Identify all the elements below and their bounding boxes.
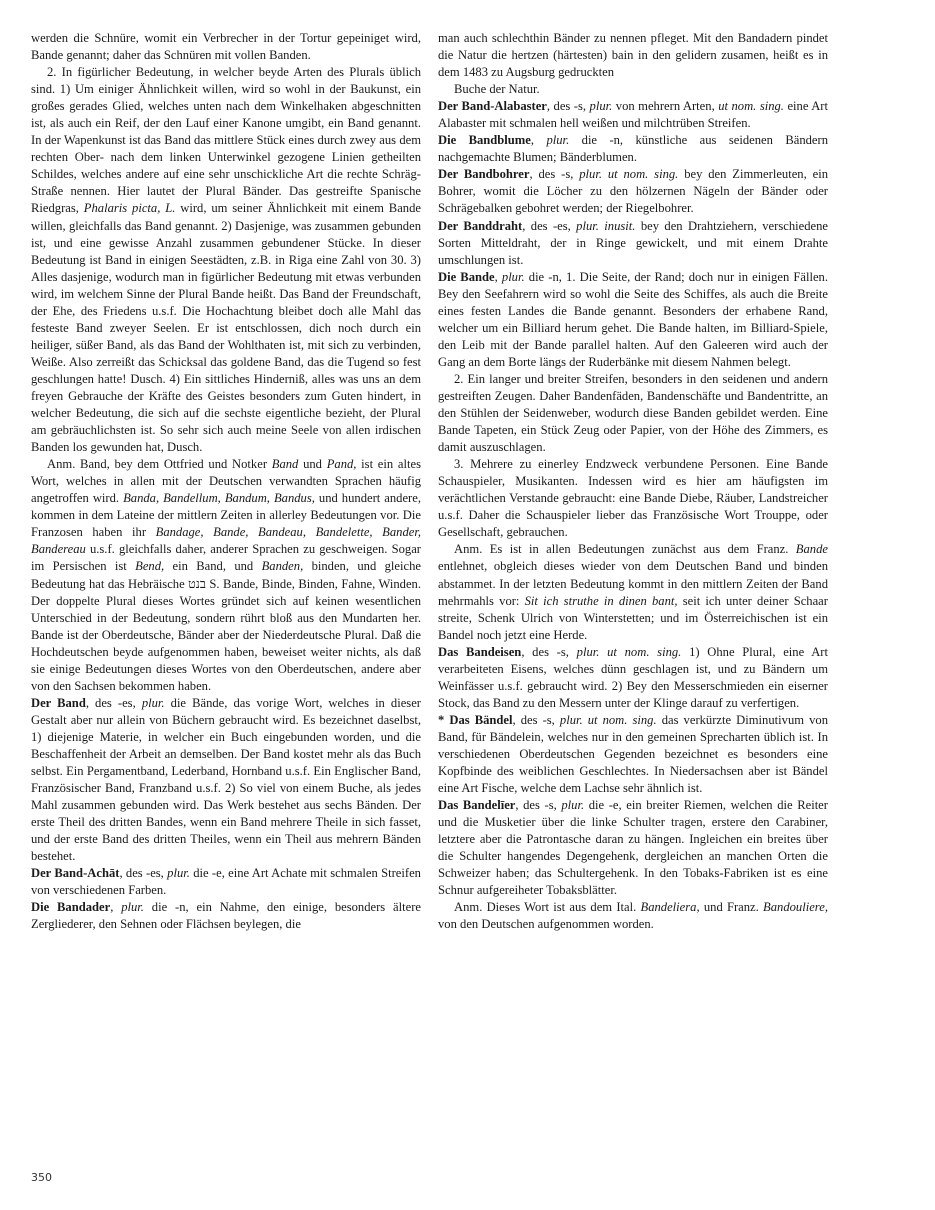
left-column bbox=[31, 30, 421, 933]
entry-continuation: man auch schlechthin Bänder zu nennen pfleget. Mit den Bandadern pindet die Natur die hertzen (härtesten) bain in den gelidern zusamen, heißt es in dem 1483 zu Augsburg gedruckten bbox=[438, 31, 828, 80]
citation-line: Buche der Natur. bbox=[454, 82, 540, 97]
headword: * Das Bändel bbox=[438, 712, 513, 727]
entry-bandader: Die Bandader, plur. die -n, ein Nahme, den einige, besonders ältere Zergliederer, den Sehnen oder Flächsen beylegen, die bbox=[31, 900, 421, 932]
entry-bande-sense-2: 2. Ein langer und breiter Streifen, besonders in den seidenen und andern gestreiften Zeugen. Daher Bandenfäden, Bandenschäfte und Bandentritte, an den Stühlen der Seidenweber, wodurch diese Banden gebildet werden. Eine Bande Tapeten, ein Stück Zeug oder Papier, von der Höhe des Zimmers, es damit auszuschlagen. bbox=[438, 371, 828, 455]
hebrew-word: בנט bbox=[188, 576, 206, 591]
headword: Das Bandelīer bbox=[438, 798, 516, 813]
entry-bande-sense-3: 3. Mehrere zu einerley Endzweck verbundene Personen. Eine Bande Schauspieler, Musikanten. Indessen wird es hier am häufigsten im verächtlichen Verstande gebraucht: eine Bande Diebe, Räuber, Landstreicher u.s.f. Daher die Schauspieler lieber das Französische Wort Trouppe, oder Gesellschaft, gebrauchen. bbox=[438, 457, 828, 540]
entry-bandblume: Die Bandblume, plur. die -n, künstliche aus seidenen Bändern nachgemachte Blumen; Bänderblumen. bbox=[438, 133, 829, 165]
entry-bande-note: Anm. Es ist in allen Bedeutungen zunächst aus dem Franz. Bande entlehnet, obgleich dieses wieder von dem Deutschen Band und binden abstammet. In der letzten Bedeutung kommt in den mittlern Zeiten der Band mehrmahls vor: Sit ich struthe in dinen bant, seit ich unter deiner Schaar streite, Schenk Ulrich von Winterstetten; und im Österreichischen ist ein Bandel noch jetzt eine Herde. bbox=[438, 542, 828, 642]
entry-bande: Die Bande, plur. die -n, 1. Die Seite, der Rand; doch nur in einigen Fällen. Bey den Seefahrern wird so wohl die Seite des Schiffes, als auch die Breite eines festen Landes die Bande genannt. Besonders der erhabene Rand, welcher um ein Billiard herum gehet. Die Bande halten, im Billiard-Spiele, den Leib mit der Bande parallel halten. Auf den Galeeren wird auch der Gang an dem Borte längs der Ruderbänke mit diesem Nahmen belegt. bbox=[438, 269, 828, 369]
headword: Der Band-Alabaster bbox=[438, 99, 547, 114]
entry-bandelier-note: Anm. Dieses Wort ist aus dem Ital. Bandeliera, und Franz. Bandouliere, von den Deutschen aufgenommen worden. bbox=[438, 900, 828, 932]
entry-note: Anm. Band, bey dem Ottfried und Notker Band und Pand, ist ein altes Wort, welches in allen mit der Deutschen verwandten Sprachen häufig angetroffen wird. Banda, Bandellum, Bandum, Bandus, und hundert andere, kommen in dem Lateine der mittlern Zeiten in allerley Bedeutungen vor. Die Franzosen haben ihr Bandage, Bande, Bandeau, Bandelette, Bander, Bandereau u.s.f. gleichfalls daher, anderer Sprachen zu geschweigen. Sogar im Persischen ist Bend, ein Band, und Banden, binden, und gleiche Bedeutung hat das Hebräische בנט S. Bande, Binde, Binden, Fahne, Winden. Der doppelte Plural dieses Wortes gründet sich auf keinen wesentlichen Unterschied in der Bedeutung, sondern rührt bloß aus den Mundarten her. Bande ist der Oberdeutsche, Bänder aber der Niederdeutsche Plural. Daß die Hochdeutschen beyde aufgenommen haben, beweiset weiter nichts, als daß sie einige Bedeutungen dieses Wortes von den Oberdeutschen, andere aber von den Sachsen bekommen haben. bbox=[31, 457, 421, 693]
entry-bandeisen: Das Bandeisen, des -s, plur. ut nom. sing. 1) Ohne Plural, eine Art verarbeiteten Eisens, welches dünn geschlagen ist, und zu Bändern um Weinfässer u.s.f. gebraucht wird. 2) Bey den Messerschmieden ein eiserner Stock, das Band zu den Messern unter der Klinge darauf zu verfertigen. bbox=[438, 644, 828, 710]
headword: Der Banddraht bbox=[438, 218, 523, 233]
entry-band-achat: Der Band-Achāt, des -es, plur. die -e, eine Art Achate mit schmalen Streifen von verschiedenen Farben. bbox=[31, 866, 421, 898]
entry-der-band: Der Band, des -es, plur. die Bände, das vorige Wort, welches in dieser Gestalt aber nur allein von Büchern gebraucht wird. Es bezeichnet daselbst, 1) diejenige Materie, in welcher ein Buch eingebunden worden, und die Beschaffenheit der Arbeit an demselben. Der Band kostet mehr als das Buch selbst. Ein Pergamentband, Lederband, Hornband u.s.f. Ein Englischer Band, Französischer Band, Franzband u.s.f. 2) So viel von einem Buche, als jedes Mahl zusammen gebunden wird. Das Werk bestehet aus sechs Bänden. Der erste Theil des dritten Bandes, wenn ein Band mehrere Theile in sich fasset, und der erste Band des dritten Theiles, wenn ein Theil aus mehrern Bänden bestehet. bbox=[31, 695, 421, 864]
headword: Die Bandblume bbox=[438, 133, 531, 148]
headword: Die Bande bbox=[438, 269, 495, 284]
headword: Die Bandader bbox=[31, 900, 111, 915]
headword: Der Band-Achāt bbox=[31, 866, 120, 881]
headword: Das Bandeisen bbox=[438, 644, 522, 659]
entry-banddraht: Der Banddraht, des -es, plur. inusit. bey den Drahtziehern, verschiedene Sorten Mitteldraht, der in Ringe gewickelt, und mit einem Drahte umschlungen ist. bbox=[438, 218, 828, 267]
entry-continuation: werden die Schnüre, womit ein Verbrecher in der Tortur gepeiniget wird, Bande genannt; daher das Schnüren mit vollen Banden. bbox=[31, 31, 421, 63]
entry-band-alabaster: Der Band-Alabaster, des -s, plur. von mehrern Arten, ut nom. sing. eine Art Alabaster mit schmalen hell weißen und milchtrüben Streifen. bbox=[438, 99, 829, 131]
headword: Der Bandbohrer bbox=[438, 167, 530, 182]
entry-bandelier: Das Bandelīer, des -s, plur. die -e, ein breiter Riemen, welchen die Reiter und die Musketier über die linke Schulter tragen, erstere den Carabiner, letztere aber die Patrontasche daran zu hängen. Ingleichen ein breites über die Schulter hangendes Degengehenk, dergleichen an manchen Orten die Schweizer haben; das Schultergehenk. In den Tobaks-Fabriken ist es eine Schnur aufgereiheter Tobaksblätter. bbox=[438, 798, 828, 898]
entry-baendel: * Das Bändel, des -s, plur. ut nom. sing. das verkürzte Diminutivum von Band, für Bändelein, welches nur in den gemeinen Sprecharten üblich ist. In verschiedenen Oberdeutschen Gegenden bezeichnet es besonders eine Kopfbinde des weiblichen Geschlechtes. In Niedersachsen aber ist Bändel eine Art Fische, welche dem Lachse sehr ähnlich ist. bbox=[438, 712, 828, 796]
entry-bandbohrer: Der Bandbohrer, des -s, plur. ut nom. sing. bey den Zimmerleuten, ein Bohrer, womit die Löcher zu den hölzernen Nägeln der Bänder oder Schrägebalken gebohret werden; der Riegelbohrer. bbox=[438, 167, 828, 216]
page-number: 350 bbox=[31, 1171, 52, 1184]
headword: Der Band bbox=[31, 695, 86, 710]
entry-sense-2: 2. In figürlicher Bedeutung, in welcher beyde Arten des Plurals üblich sind. 1) Um einiger Ähnlichkeit willen, wird so wohl in der Baukunst, ein großes gerades Glied, welches unten nach dem Winkelhaken abgeschnitten ist, als auch ein Reif, der den Lauf einer Kanone umgibt, ein Band genannt. In der Wapenkunst ist das Band das mittlere Stück eines durch zwey aus dem rechten Ober- nach dem linken Unterwinkel gezogene Linien getheilten Schildes, welches andere auf eine sehr unschickliche Art die rechte Schräg-Straße nennen. Hier lautet der Plural Bänder. Das gestreifte Spanische Riedgras, Phalaris picta, L. wird, um seiner Ähnlichkeit mit einem Bande willen, gleichfalls das Band genannt. 2) Dasjenige, was zusammen gebunden ist, und eine gewisse Anzahl zusammen gebundener Stücke. In dieser Bedeutung ist Band in einigen Seestädten, z.B. in Riga eine Zahl von 30. 3) Alles dasjenige, wodurch man in figürlicher Bedeutung mit etwas verbunden wird, im welchem Sinne der Plural Bande heißt. Das Band der Freundschaft, der Ehe, des Friedens u.s.f. Die Hochachtung bleibet doch alle Mahl das festeste Band zweyer Seelen. Er ist entschlossen, dich noch durch ein heiliger, süßer Band, als das Band der Wohlthaten ist, mit sich zu verbinden, Weiße. Also zerreißt das Schicksal das goldene Band, das die Tugend so fest geschlungen hatte! Dusch. 4) Ein sittliches Hinderniß, alles was uns an dem freyen Gebrauche der Kräfte des Geistes besonders zum Guten hindert, in welcher Bedeutung, die sich auf die sechste eigentliche bezieht, der Plural am gebräuchlichsten ist. So sehr sich auch meine Seele von allen irdischen Banden los gewunden hat, Dusch. bbox=[31, 65, 421, 455]
right-column bbox=[438, 30, 828, 933]
